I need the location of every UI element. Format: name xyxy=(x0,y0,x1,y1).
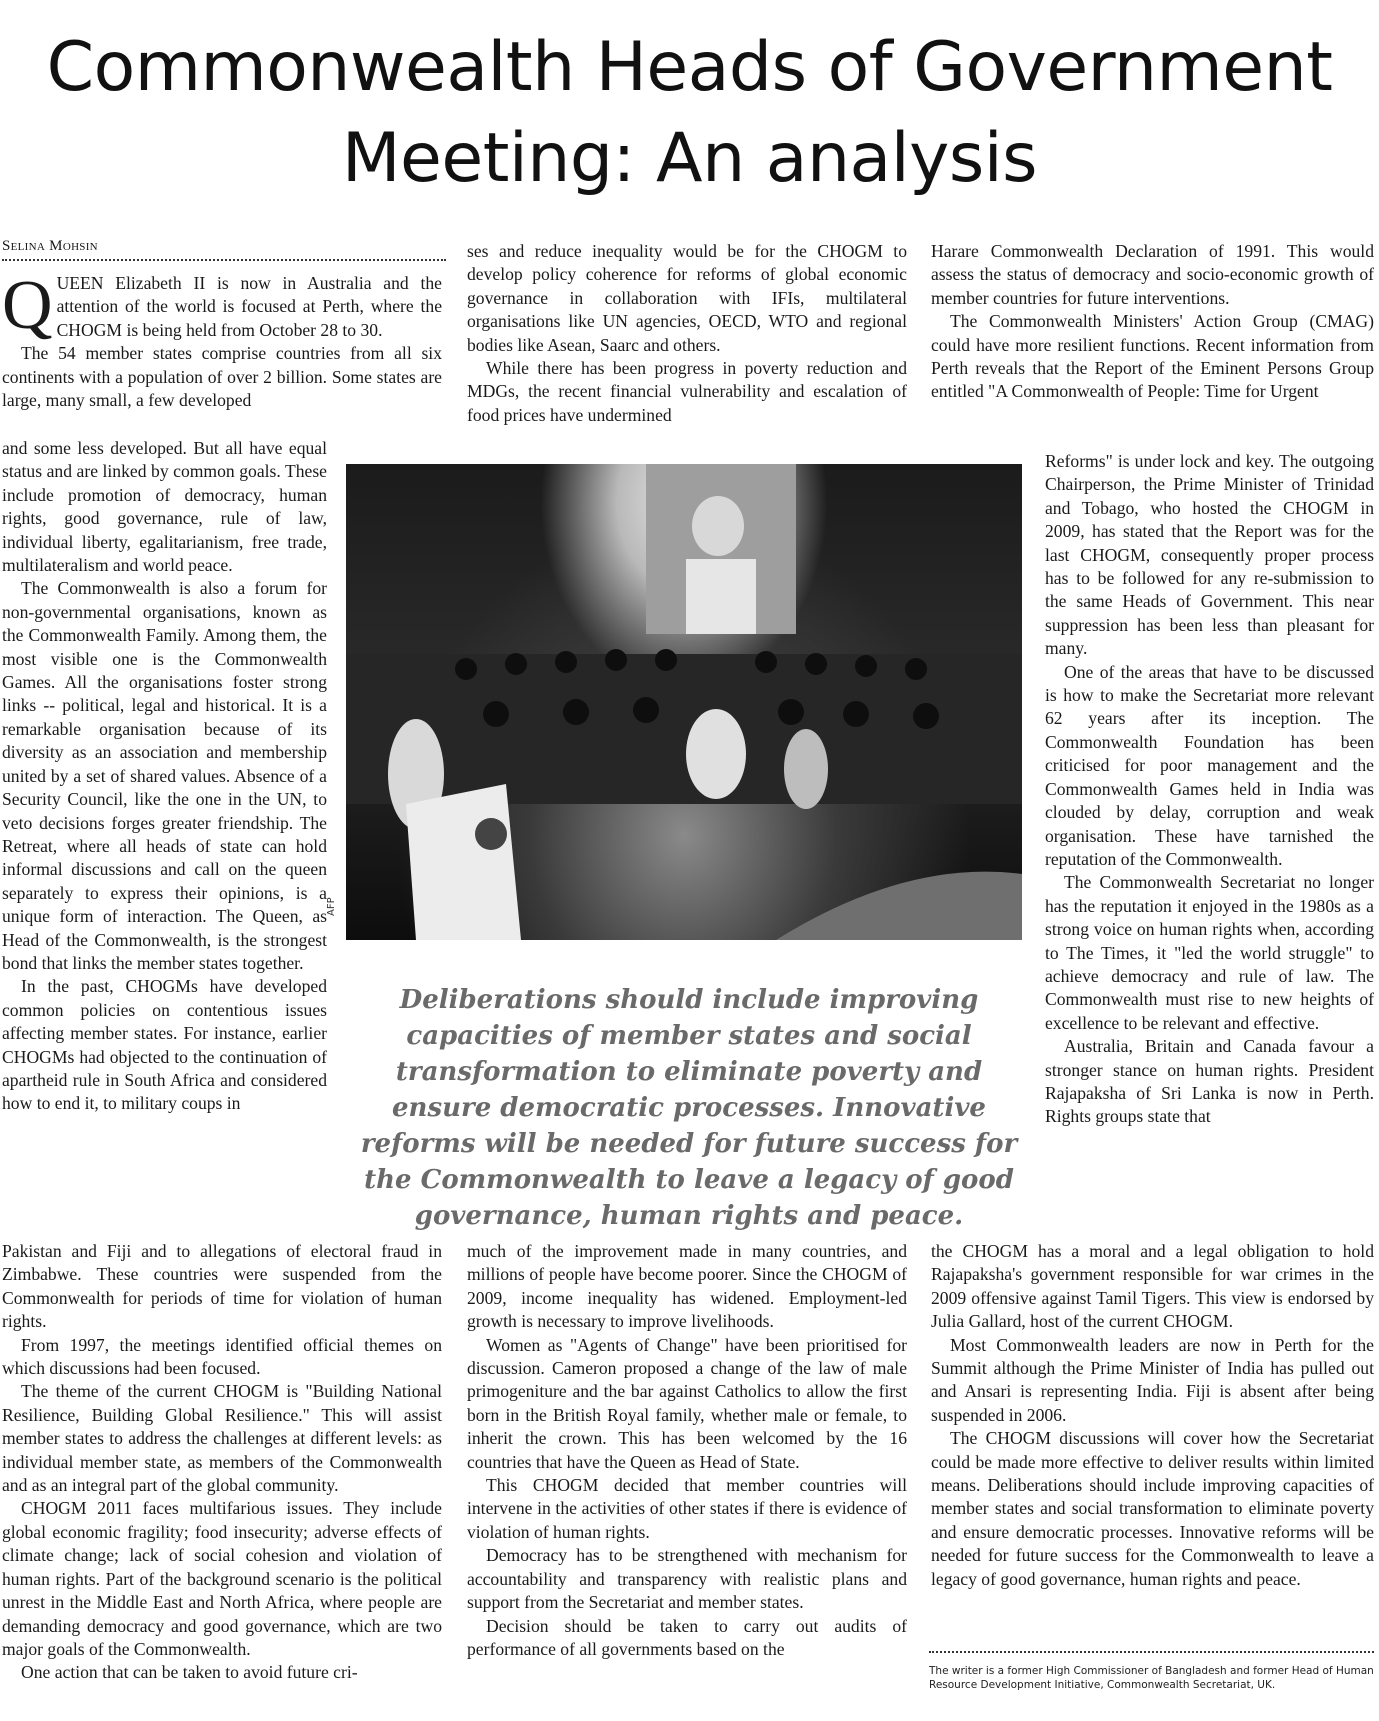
lead-paragraph xyxy=(2,267,442,344)
paragraph: The CHOGM discussions will cover how the Secretariat could be made more effective to deliver results within limited means. Deliberations should include improving capacities of member states and social transformation to eliminate poverty and ensure democratic processes. Innovative reforms will be needed for future success for the Commonwealth to leave a legacy of good governance, human rights and peace. xyxy=(931,1428,1374,1589)
paragraph: CHOGM 2011 faces multifarious issues. They include global economic fragility; food insecurity; adverse effects of climate change; lack of social cohesion and violation of human rights. Part of the background scenario is the political unrest in the Middle East and North Africa, where people are demanding democracy and good governance, which are two major goals of the Commonwealth. xyxy=(2,1498,442,1659)
paragraph: Australia, Britain and Canada favour a stronger stance on human rights. President Rajapaksha of Sri Lanka is now in Perth. Rights groups state that xyxy=(1045,1036,1374,1127)
paragraph: One action that can be taken to avoid future cri- xyxy=(21,1662,358,1683)
paragraph: Pakistan and Fiji and to allegations of electoral fraud in Zimbabwe. These countries were suspended from the Commonwealth for periods of time for violation of human rights. xyxy=(2,1241,442,1332)
paragraph: much of the improvement made in many countries, and millions of people have become poorer. Since the CHOGM of 2009, income inequality has widened. Employment-led growth is necessary to improve livelihoods. xyxy=(467,1241,907,1332)
seated-figure xyxy=(784,729,828,809)
headline-line-2: Meeting: An analysis xyxy=(341,119,1038,198)
paragraph: Decision should be taken to carry out audits of performance of all governments based on the xyxy=(467,1615,907,1659)
paragraph: While there has been progress in poverty reduction and MDGs, the recent financial vulnerability and escalation of food prices have undermined xyxy=(467,358,907,425)
lectern xyxy=(406,784,521,940)
pull-quote: Deliberations should include improving capacities of member states and social transformation to eliminate poverty and ensure democratic processes. Innovative reforms will be needed for future success for the Commonwealth to leave a legacy of good governance, human rights and peace. xyxy=(360,985,1018,1231)
paragraph: From 1997, the meetings identified official themes on which discussions had been focused. xyxy=(2,1334,442,1379)
screen-face xyxy=(692,496,744,556)
paragraph: The theme of the current CHOGM is "Building National Resilience, Building Global Resilience." This will assist member states to address the challenges at different levels: as individual member state, as members of the Commonwealth and as an integral part of the global community. xyxy=(2,1381,442,1496)
screen-figure xyxy=(686,559,756,634)
byline: Selina Mohsin xyxy=(2,238,446,261)
lead-text: UEEN Elizabeth II is now in Australia and the attention of the world is focused at Perth, where the CHOGM is being held from October 28 to 30. xyxy=(56,273,442,340)
lectern-emblem xyxy=(475,818,507,850)
paragraph: Reforms" is under lock and key. The outgoing Chairperson, the Prime Minister of Trinidad and Tobago, who hosted the CHOGM in 2009, has stated that the Report was for the last CHOGM, consequently proper process has to be followed for any re-submission to the same Heads of Government. This near suppression has been less than pleasant for many. xyxy=(1045,451,1374,659)
article-column-2-bottom xyxy=(467,1240,907,1661)
paragraph: This CHOGM decided that member countries will intervene in the activities of other states if there is evidence of violation of human rights. xyxy=(467,1475,907,1542)
photo-credit: AFP xyxy=(326,897,337,916)
paragraph: Women as "Agents of Change" have been prioritised for discussion. Cameron proposed a change of the law of male primogeniture and the bar against Catholics to allow the first born in the British Royal family, whether male or female, to inherit the crown. This has been welcomed by the 16 countries that have the Queen as Head of State. xyxy=(467,1334,907,1472)
paragraph: Democracy has to be strengthened with mechanism for accountability and transparency with realistic plans and support from the Secretariat and member states. xyxy=(467,1545,907,1613)
article-column-1-lower xyxy=(2,1240,442,1685)
paragraph: One of the areas that have to be discussed is how to make the Secretariat more relevant 62 years after its inception. The Commonwealth Foundation has been criticised for poor management and the Commonwealth Games held in India was clouded by delay, corruption and weak organisation. These have tarnished the reputation of the Commonwealth. xyxy=(1045,661,1374,869)
stage-edge xyxy=(776,872,1022,940)
paragraph: The Commonwealth Ministers' Action Group (CMAG) could have more resilient functions. Recent information from Perth reveals that the Report of the Eminent Persons Group entitled "A Commonwealth of People: Time for Urgent xyxy=(931,311,1374,402)
white-robed-figure xyxy=(686,709,746,799)
article-column-1 xyxy=(2,267,442,412)
author-note: The writer is a former High Commissioner of Bangladesh and former Head of Human Resource Development Initiative, Commonwealth Secretariat, UK. xyxy=(929,1651,1374,1692)
headline xyxy=(0,22,1379,204)
paragraph: and some less developed. But all have equal status and are linked by common goals. These include promotion of democracy, human rights, good governance, rule of law, individual liberty, egalitarianism, free trade, multilateralism and world peace. xyxy=(2,438,327,576)
headline-line-1: Commonwealth Heads of Government xyxy=(46,28,1333,107)
article-column-2-top xyxy=(467,240,907,427)
article-column-3-lower xyxy=(931,1240,1374,1591)
paragraph: The Commonwealth Secretariat no longer has the reputation it enjoyed in the 1980s as a strong voice on human rights when, according to The Times, it "led the world struggle" to achieve democracy and rule of law. The Commonwealth must rise to new heights of excellence to be relevant and effective. xyxy=(1045,872,1374,1033)
paragraph: the CHOGM has a moral and a legal obligation to hold Rajapaksha's government responsible for war crimes in the 2009 offensive against Tamil Tigers. This view is endorsed by Julia Gallard, host of the current CHOGM. xyxy=(931,1241,1374,1332)
paragraph: The 54 member states comprise countries from all six continents with a population of over 2 billion. Some states are large, many small, a few developed xyxy=(2,343,442,411)
paragraph: In the past, CHOGMs have developed common policies on contentious issues affecting member states. For instance, earlier CHOGMs had objected to the continuation of apartheid rule in South Africa and considered how to end it, to military coups in xyxy=(2,976,327,1114)
paragraph: The Commonwealth is also a forum for non-governmental organisations, known as the Commonwealth Family. Among them, the most visible one is the Commonwealth Games. All the organisations foster strong links -- political, legal and historical. It is a remarkable organisation because of its diversity as an association and membership united by a set of shared values. Absence of a Security Council, like the one in the UN, to veto decisions forges greater friendship. The Retreat, where all heads of state can hold informal discussions and call on the queen separately to express their opinions, is a unique form of interaction. The Queen, as Head of the Commonwealth, is the strongest bond that links the member states together. xyxy=(2,578,327,973)
paragraph: Harare Commonwealth Declaration of 1991. This would assess the status of democracy and socio-economic growth of member countries for future interventions. xyxy=(931,241,1374,308)
photo-scene xyxy=(346,464,1022,940)
article-photo xyxy=(346,464,1022,940)
article-column-1-wrap xyxy=(2,437,327,1116)
paragraph: ses and reduce inequality would be for the CHOGM to develop policy coherence for reforms of global economic governance in collaboration with IFIs, multilateral organisations like UN agencies, OECD, WTO and regional bodies like Asean, Saarc and others. xyxy=(467,241,907,355)
paragraph: Most Commonwealth leaders are now in Perth for the Summit although the Prime Minister of India has pulled out and Ansari is representing India. Fiji is absent after being suspended in 2006. xyxy=(931,1334,1374,1425)
article-column-3-wrap xyxy=(1045,450,1374,1129)
drop-cap: Q xyxy=(2,267,53,344)
article-column-3-top xyxy=(931,240,1374,404)
